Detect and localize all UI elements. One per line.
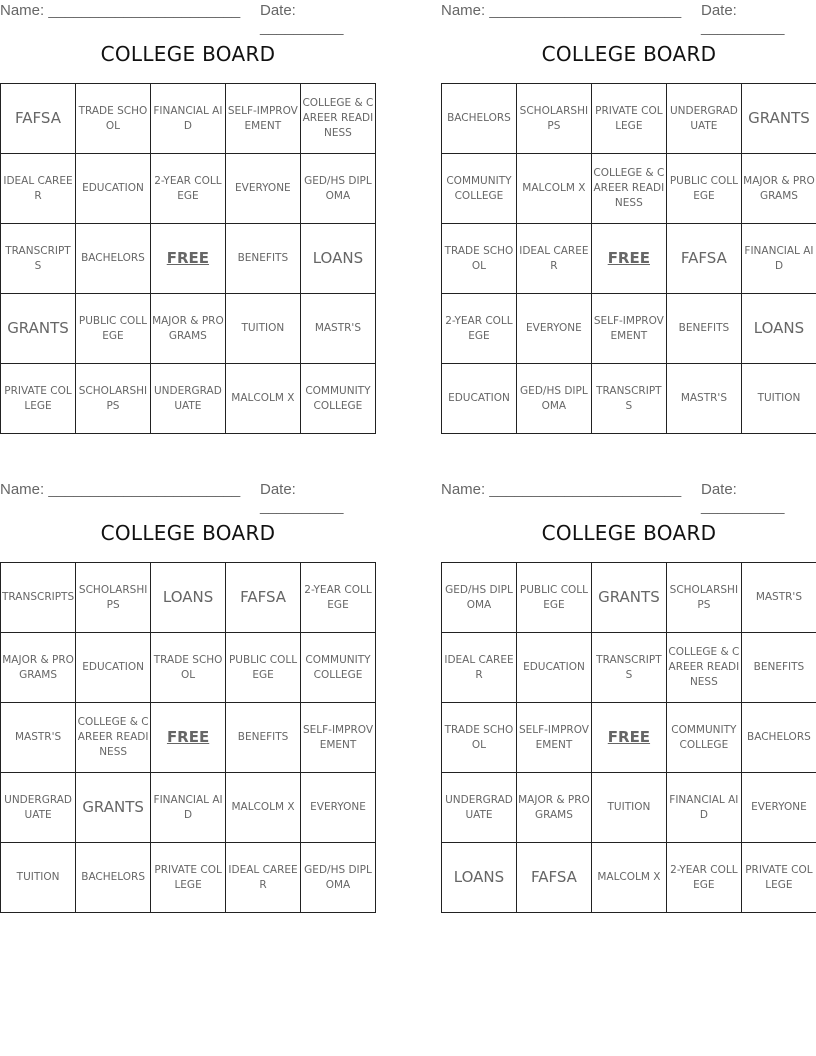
bingo-cell: 2-YEAR COLLEGE — [301, 563, 376, 633]
bingo-cell: COMMUNITY COLLEGE — [300, 364, 375, 434]
bingo-cell: UNDERGRADUATE — [666, 84, 741, 154]
bingo-cell: COMMUNITY COLLEGE — [666, 703, 741, 773]
bingo-grid — [441, 83, 816, 434]
free-space: FREE — [591, 224, 666, 294]
grid-row — [442, 84, 816, 154]
card-title: COLLEGE BOARD — [100, 42, 276, 66]
bingo-cell: FINANCIAL AID — [151, 773, 226, 843]
bingo-cell: BENEFITS — [225, 224, 300, 294]
bingo-cell: PUBLIC COLLEGE — [516, 563, 591, 633]
bingo-cell: EDUCATION — [442, 364, 517, 434]
bingo-cell: TUITION — [1, 843, 76, 913]
bingo-cell: SCHOLARSHIPS — [76, 364, 151, 434]
bingo-cell: UNDERGRADUATE — [1, 773, 76, 843]
free-space: FREE — [151, 703, 226, 773]
bingo-cell: COMMUNITY COLLEGE — [442, 154, 517, 224]
bingo-cell: UNDERGRADUATE — [150, 364, 225, 434]
bingo-cell: TRANSCRIPTS — [1, 224, 76, 294]
bingo-card — [441, 479, 816, 891]
card-title: COLLEGE BOARD — [541, 521, 717, 545]
bingo-cell: GED/HS DIPLOMA — [516, 364, 591, 434]
bingo-cell: MALCOLM X — [516, 154, 591, 224]
bingo-cell: SCHOLARSHIPS — [76, 563, 151, 633]
grid-row — [442, 633, 816, 703]
bingo-cell: BACHELORS — [442, 84, 517, 154]
bingo-cell: SELF-IMPROVEMENT — [516, 703, 591, 773]
bingo-cell: BENEFITS — [741, 633, 816, 703]
bingo-cell: PUBLIC COLLEGE — [666, 154, 741, 224]
bingo-cell: TUITION — [741, 364, 816, 434]
bingo-cell: COLLEGE & CAREER READINESS — [76, 703, 151, 773]
bingo-cell: COLLEGE & CAREER READINESS — [666, 633, 741, 703]
bingo-cell: TRADE SCHOOL — [76, 84, 151, 154]
bingo-cell: BACHELORS — [76, 843, 151, 913]
bingo-cell: PRIVATE COLLEGE — [591, 84, 666, 154]
bingo-cell: BACHELORS — [76, 224, 151, 294]
bingo-cell: EVERYONE — [741, 773, 816, 843]
bingo-cell: COMMUNITY COLLEGE — [301, 633, 376, 703]
bingo-cell: EDUCATION — [76, 154, 151, 224]
bingo-cell: SELF-IMPROVEMENT — [301, 703, 376, 773]
bingo-cell: IDEAL CAREER — [516, 224, 591, 294]
bingo-cell: MASTR'S — [666, 364, 741, 434]
bingo-cell: MASTR'S — [300, 294, 375, 364]
bingo-cell: PUBLIC COLLEGE — [76, 294, 151, 364]
grid-row — [442, 294, 816, 364]
bingo-cell: MASTR'S — [1, 703, 76, 773]
bingo-cell: PRIVATE COLLEGE — [1, 364, 76, 434]
bingo-cell: EDUCATION — [76, 633, 151, 703]
date-field-label: Date: __________ — [701, 2, 785, 36]
bingo-cell: GED/HS DIPLOMA — [301, 843, 376, 913]
bingo-cell: EVERYONE — [225, 154, 300, 224]
bingo-cell: PRIVATE COLLEGE — [741, 843, 816, 913]
grid-row — [1, 703, 376, 773]
bingo-cell: MAJOR & PROGRAMS — [150, 294, 225, 364]
bingo-cell: GED/HS DIPLOMA — [442, 563, 517, 633]
grid-row — [1, 633, 376, 703]
grid-row — [442, 563, 816, 633]
bingo-cell: MALCOLM X — [226, 773, 301, 843]
card-title: COLLEGE BOARD — [541, 42, 717, 66]
bingo-cell: LOANS — [741, 294, 816, 364]
bingo-cell: MAJOR & PROGRAMS — [516, 773, 591, 843]
bingo-cell: PUBLIC COLLEGE — [226, 633, 301, 703]
name-date-row — [0, 0, 376, 36]
name-field-label: Name: _______________________ — [441, 2, 682, 19]
grid-row — [442, 773, 816, 843]
grid-row — [1, 84, 376, 154]
date-field-label: Date: __________ — [260, 481, 344, 515]
bingo-cell: TUITION — [591, 773, 666, 843]
bingo-card — [0, 479, 376, 891]
grid-row — [1, 364, 376, 434]
date-field-label: Date: __________ — [701, 481, 785, 515]
bingo-cell: IDEAL CAREER — [226, 843, 301, 913]
bingo-cell: MALCOLM X — [225, 364, 300, 434]
bingo-cell: EDUCATION — [516, 633, 591, 703]
bingo-cell: FAFSA — [1, 84, 76, 154]
bingo-cell: MAJOR & PROGRAMS — [1, 633, 76, 703]
bingo-cell: SELF-IMPROVEMENT — [591, 294, 666, 364]
bingo-cell: EVERYONE — [516, 294, 591, 364]
name-date-row — [0, 479, 376, 515]
bingo-cell: TRANSCRIPTS — [1, 563, 76, 633]
bingo-cell: GED/HS DIPLOMA — [300, 154, 375, 224]
bingo-cell: MAJOR & PROGRAMS — [741, 154, 816, 224]
bingo-cell: BENEFITS — [226, 703, 301, 773]
bingo-cell: MALCOLM X — [591, 843, 666, 913]
free-space: FREE — [591, 703, 666, 773]
bingo-cell: BACHELORS — [741, 703, 816, 773]
bingo-cell: TRANSCRIPTS — [591, 633, 666, 703]
bingo-cell: SELF-IMPROVEMENT — [225, 84, 300, 154]
bingo-cell: BENEFITS — [666, 294, 741, 364]
grid-row — [1, 294, 376, 364]
bingo-cell: LOANS — [151, 563, 226, 633]
bingo-cell: 2-YEAR COLLEGE — [150, 154, 225, 224]
bingo-card — [441, 0, 816, 412]
bingo-cell: TRADE SCHOOL — [442, 224, 517, 294]
name-field-label: Name: _______________________ — [0, 2, 241, 19]
bingo-cell: PRIVATE COLLEGE — [151, 843, 226, 913]
grid-row — [1, 563, 376, 633]
grid-row — [442, 843, 816, 913]
bingo-card — [0, 0, 376, 412]
bingo-cell: EVERYONE — [301, 773, 376, 843]
bingo-cell: GRANTS — [1, 294, 76, 364]
bingo-cell: COLLEGE & CAREER READINESS — [591, 154, 666, 224]
grid-row — [442, 154, 816, 224]
name-field-label: Name: _______________________ — [0, 481, 241, 498]
name-date-row — [441, 479, 816, 515]
bingo-cell: FAFSA — [666, 224, 741, 294]
bingo-cell: 2-YEAR COLLEGE — [666, 843, 741, 913]
bingo-cell: LOANS — [300, 224, 375, 294]
grid-row — [1, 224, 376, 294]
grid-row — [1, 154, 376, 224]
bingo-cell: FINANCIAL AID — [150, 84, 225, 154]
name-field-label: Name: _______________________ — [441, 481, 682, 498]
bingo-cell: LOANS — [442, 843, 517, 913]
bingo-cell: MASTR'S — [741, 563, 816, 633]
bingo-cell: FINANCIAL AID — [666, 773, 741, 843]
date-field-label: Date: __________ — [260, 2, 344, 36]
bingo-cell: GRANTS — [76, 773, 151, 843]
bingo-cell: TRANSCRIPTS — [591, 364, 666, 434]
bingo-cell: TRADE SCHOOL — [442, 703, 517, 773]
grid-row — [442, 703, 816, 773]
free-space: FREE — [150, 224, 225, 294]
grid-row — [442, 224, 816, 294]
bingo-cell: UNDERGRADUATE — [442, 773, 517, 843]
bingo-cell: FAFSA — [516, 843, 591, 913]
grid-row — [442, 364, 816, 434]
bingo-grid — [0, 562, 376, 913]
bingo-cell: TRADE SCHOOL — [151, 633, 226, 703]
grid-row — [1, 773, 376, 843]
bingo-cell: GRANTS — [591, 563, 666, 633]
card-title: COLLEGE BOARD — [100, 521, 276, 545]
bingo-grid — [0, 83, 376, 434]
bingo-cell: SCHOLARSHIPS — [516, 84, 591, 154]
grid-row — [1, 843, 376, 913]
bingo-cell: SCHOLARSHIPS — [666, 563, 741, 633]
bingo-cell: TUITION — [225, 294, 300, 364]
bingo-cell: FAFSA — [226, 563, 301, 633]
name-date-row — [441, 0, 816, 36]
bingo-cell: IDEAL CAREER — [442, 633, 517, 703]
bingo-cell: COLLEGE & CAREER READINESS — [300, 84, 375, 154]
bingo-grid — [441, 562, 816, 913]
bingo-cell: FINANCIAL AID — [741, 224, 816, 294]
bingo-cell: GRANTS — [741, 84, 816, 154]
bingo-cell: IDEAL CAREER — [1, 154, 76, 224]
bingo-cell: 2-YEAR COLLEGE — [442, 294, 517, 364]
